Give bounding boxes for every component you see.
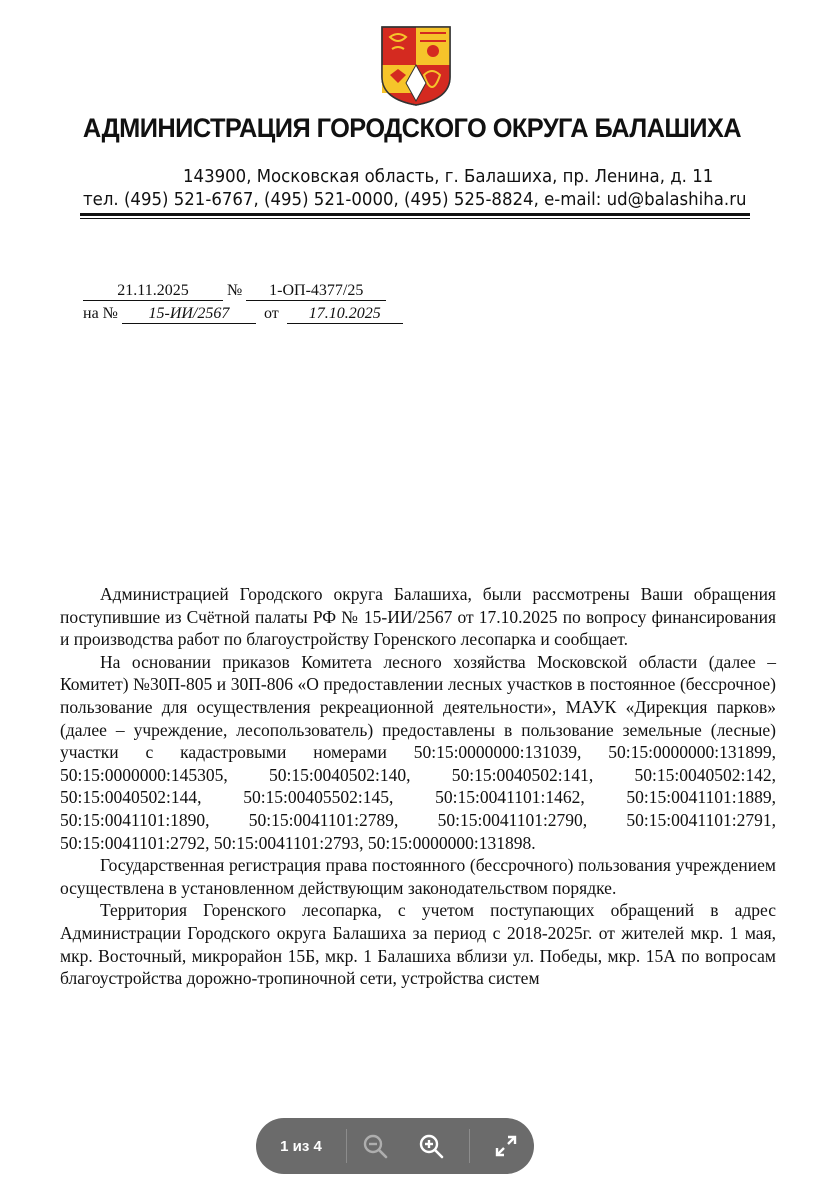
outgoing-reference	[83, 282, 386, 301]
paragraph: На основании приказов Комитета лесного хозяйства Московской области (далее – Комитет) №30П-805 и 30П-806 «О предоставлении лесных участков в постоянное (бессрочное) пользование для осуществления рекреационной деятельности», МАУК «Дирекция парков» (далее – учреждение, лесопользователь) предоставлены в пользование земельные (лесные) участки с кадастровыми номерами 50:15:0000000:131039, 50:15:0000000:131899, 50:15:0000000:145305, 50:15:0040502:140, 50:15:0040502:141, 50:15:0040502:142, 50:15:0040502:144, 50:15:00405502:145, 50:15:0041101:1462, 50:15:0041101:1889, 50:15:0041101:1890, 50:15:0041101:2789, 50:15:0041101:2790, 50:15:0041101:2791, 50:15:0041101:2792, 50:15:0041101:2793, 50:15:0000000:131898.	[60, 651, 776, 853]
toolbar-divider	[469, 1129, 470, 1163]
page-indicator: 1 из 4	[280, 1137, 322, 1155]
incoming-reference	[83, 305, 403, 324]
paragraph: Администрацией Городского округа Балашиха, были рассмотрены Ваши обращения поступившие из Счётной палаты РФ № 15-ИИ/2567 от 17.10.2025 по вопросу финансирования и производства работ по благоустройству Горенского лесопарка и сообщает.	[60, 584, 776, 650]
zoom-in-button[interactable]	[403, 1118, 459, 1174]
number-sign: №	[227, 282, 243, 299]
outgoing-date: 21.11.2025	[83, 282, 223, 301]
zoom-in-icon	[418, 1133, 444, 1159]
outgoing-number: 1-ОП-4377/25	[246, 282, 386, 301]
document-viewer-toolbar	[256, 1118, 534, 1174]
paragraph: Территория Горенского лесопарка, с учетом поступающих обращений в адрес Администрации Городского округа Балашиха за период с 2018-2025г. от жителей мкр. 1 мая, мкр. Восточный, микрорайон 15Б, мкр. 1 Балашиха вблизи ул. Победы, мкр. 15А по вопросам благоустройства дорожно-тропиночной сети, устройства систем	[60, 900, 776, 989]
letter-body	[60, 583, 776, 990]
zoom-out-icon	[362, 1133, 388, 1159]
zoom-out-button[interactable]	[347, 1118, 403, 1174]
paragraph: Государственная регистрация права постоянного (бессрочного) пользования учреждением осуществлена в установленном действующим законодательством порядке.	[60, 855, 776, 898]
header-divider-thick	[80, 213, 750, 216]
incoming-number: 15-ИИ/2567	[122, 305, 256, 324]
organization-title: АДМИНИСТРАЦИЯ ГОРОДСКОГО ОКРУГА БАЛАШИХА	[82, 113, 742, 143]
from-label: от	[263, 305, 279, 322]
organization-address: 143900, Московская область, г. Балашиха, пр. Ленина, д. 11	[183, 166, 714, 187]
header-divider-thin	[80, 218, 750, 219]
organization-contacts: тел. (495) 521-6767, (495) 521-0000, (495) 525-8824, e-mail: ud@balashiha.ru	[83, 189, 747, 210]
fullscreen-button[interactable]	[478, 1118, 534, 1174]
incoming-date: 17.10.2025	[287, 305, 403, 324]
in-reply-label: на №	[83, 305, 118, 322]
expand-icon	[493, 1133, 519, 1159]
emblem-coat-of-arms	[380, 25, 452, 107]
